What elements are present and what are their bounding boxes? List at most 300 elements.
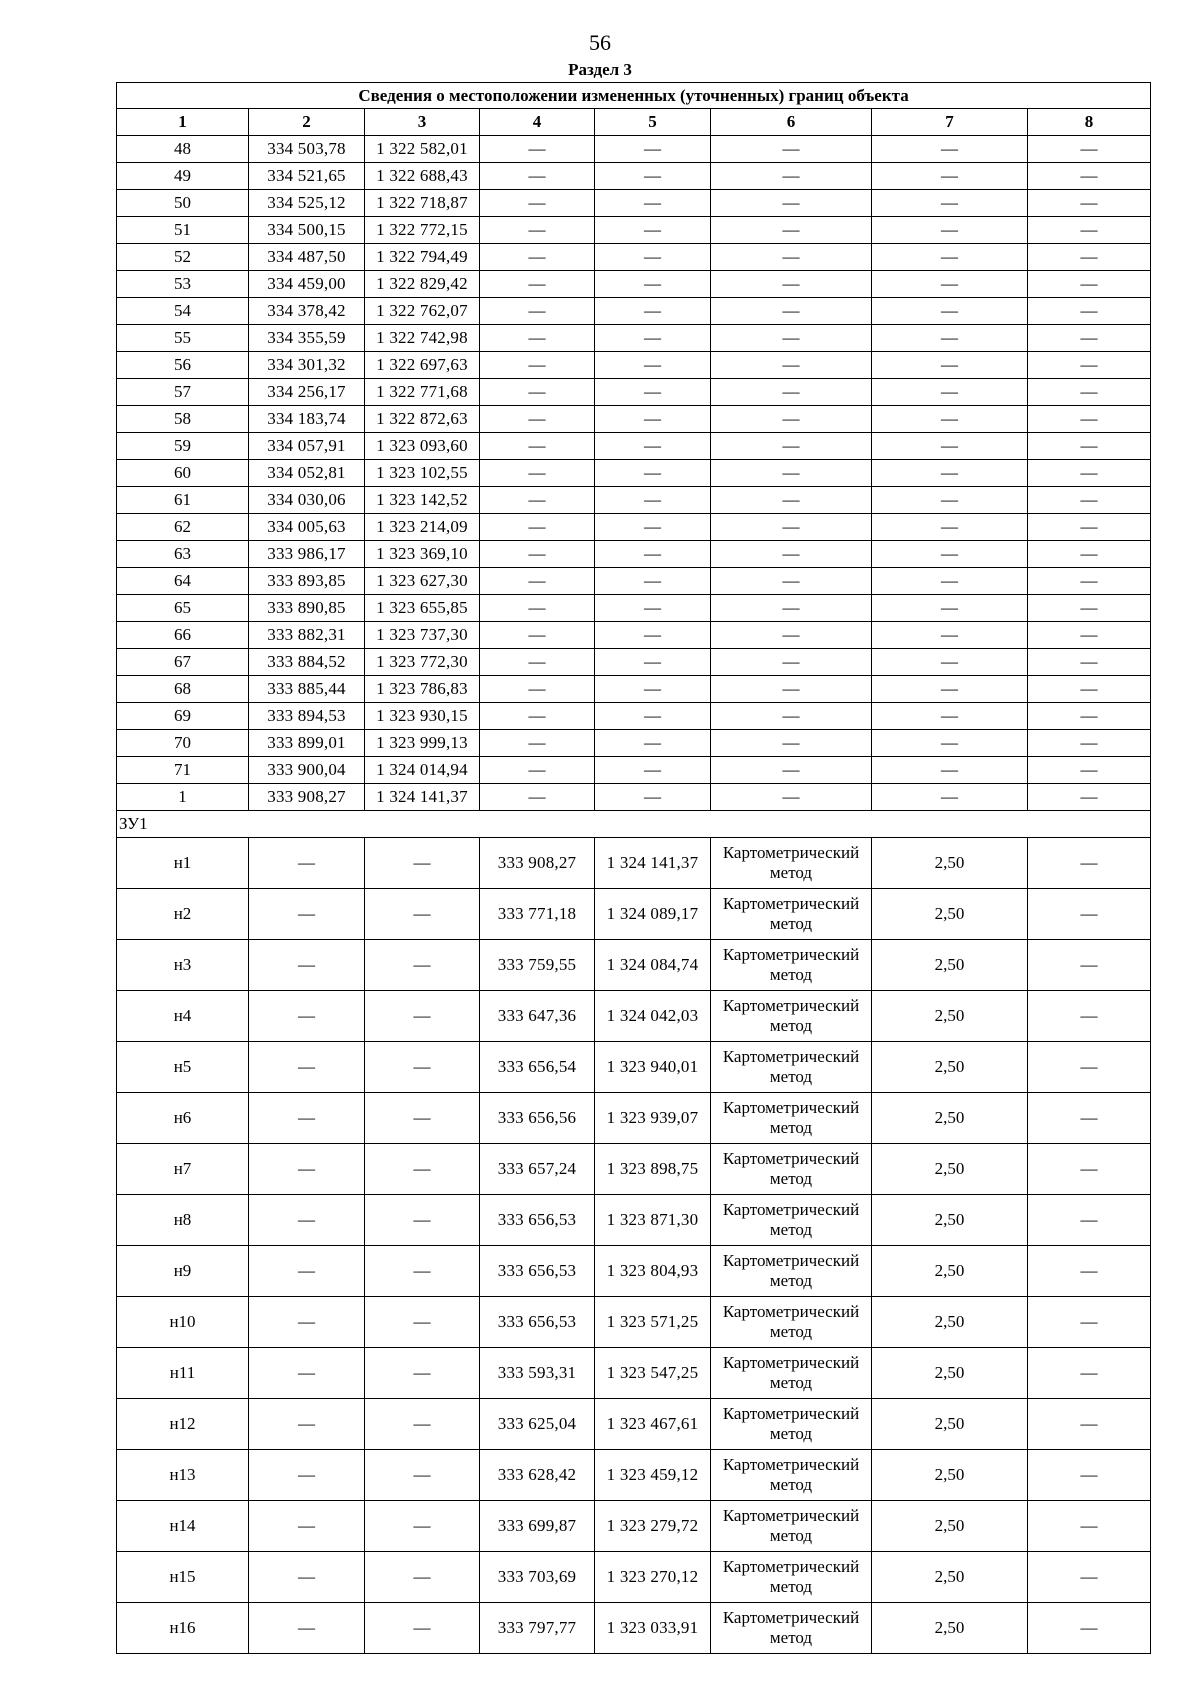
new-x-cell: — [480, 703, 595, 730]
description-cell: — [1028, 1144, 1151, 1195]
description-cell: — [1028, 1450, 1151, 1501]
y-coordinate-cell: 1 323 930,15 [365, 703, 480, 730]
x-coordinate-cell: 334 005,63 [249, 514, 365, 541]
accuracy-cell: — [872, 217, 1028, 244]
x-coordinate-cell: 334 183,74 [249, 406, 365, 433]
y-coordinate-cell: 1 322 582,01 [365, 136, 480, 163]
description-cell: — [1028, 757, 1151, 784]
new-y-cell: 1 324 042,03 [595, 991, 711, 1042]
x-coordinate-cell: 334 487,50 [249, 244, 365, 271]
x-coordinate-cell: — [249, 1450, 365, 1501]
point-number-cell: н6 [117, 1093, 249, 1144]
method-cell: Картометрический метод [711, 1144, 872, 1195]
description-cell: — [1028, 1297, 1151, 1348]
new-y-cell: — [595, 676, 711, 703]
table-row [117, 136, 1151, 163]
new-x-cell: 333 797,77 [480, 1603, 595, 1654]
x-coordinate-cell: 334 500,15 [249, 217, 365, 244]
new-x-cell: — [480, 217, 595, 244]
point-number-cell: 69 [117, 703, 249, 730]
accuracy-cell: — [872, 190, 1028, 217]
y-coordinate-cell: — [365, 1246, 480, 1297]
new-x-cell: 333 908,27 [480, 838, 595, 889]
new-y-cell: 1 323 547,25 [595, 1348, 711, 1399]
x-coordinate-cell: — [249, 1246, 365, 1297]
point-number-cell: н1 [117, 838, 249, 889]
x-coordinate-cell: — [249, 1348, 365, 1399]
point-number-cell: 51 [117, 217, 249, 244]
table-row [117, 1042, 1151, 1093]
column-header: 7 [872, 109, 1028, 136]
accuracy-cell: — [872, 325, 1028, 352]
accuracy-cell: — [872, 271, 1028, 298]
x-coordinate-cell: — [249, 1093, 365, 1144]
new-x-cell: 333 771,18 [480, 889, 595, 940]
description-cell: — [1028, 541, 1151, 568]
y-coordinate-cell: 1 323 369,10 [365, 541, 480, 568]
x-coordinate-cell: 333 908,27 [249, 784, 365, 811]
table-row [117, 757, 1151, 784]
y-coordinate-cell: — [365, 1093, 480, 1144]
table-row [117, 568, 1151, 595]
method-cell: Картометрический метод [711, 1348, 872, 1399]
method-cell: — [711, 676, 872, 703]
description-cell: — [1028, 1042, 1151, 1093]
accuracy-cell: 2,50 [872, 1399, 1028, 1450]
accuracy-cell: — [872, 352, 1028, 379]
method-cell: Картометрический метод [711, 889, 872, 940]
accuracy-cell: — [872, 784, 1028, 811]
table-row [117, 217, 1151, 244]
table-row [117, 595, 1151, 622]
accuracy-cell: — [872, 433, 1028, 460]
new-x-cell: — [480, 487, 595, 514]
accuracy-cell: — [872, 649, 1028, 676]
new-y-cell: — [595, 190, 711, 217]
new-x-cell: — [480, 541, 595, 568]
new-y-cell: — [595, 406, 711, 433]
point-number-cell: 52 [117, 244, 249, 271]
y-coordinate-cell: — [365, 838, 480, 889]
x-coordinate-cell: — [249, 1603, 365, 1654]
method-cell: Картометрический метод [711, 1042, 872, 1093]
new-y-cell: — [595, 136, 711, 163]
accuracy-cell: 2,50 [872, 1195, 1028, 1246]
point-number-cell: н11 [117, 1348, 249, 1399]
y-coordinate-cell: — [365, 1603, 480, 1654]
description-cell: — [1028, 379, 1151, 406]
method-cell: — [711, 244, 872, 271]
point-number-cell: 54 [117, 298, 249, 325]
method-cell: — [711, 271, 872, 298]
new-y-cell: 1 323 571,25 [595, 1297, 711, 1348]
new-y-cell: — [595, 757, 711, 784]
y-coordinate-cell: 1 322 829,42 [365, 271, 480, 298]
new-y-cell: — [595, 163, 711, 190]
accuracy-cell: — [872, 163, 1028, 190]
x-coordinate-cell: — [249, 1501, 365, 1552]
table-row [117, 1348, 1151, 1399]
new-x-cell: 333 703,69 [480, 1552, 595, 1603]
new-x-cell: — [480, 433, 595, 460]
description-cell: — [1028, 595, 1151, 622]
point-number-cell: 61 [117, 487, 249, 514]
accuracy-cell: — [872, 541, 1028, 568]
table-row [117, 1552, 1151, 1603]
point-number-cell: н2 [117, 889, 249, 940]
method-cell: — [711, 379, 872, 406]
description-cell: — [1028, 271, 1151, 298]
new-y-cell: — [595, 703, 711, 730]
x-coordinate-cell: — [249, 1297, 365, 1348]
table-row [117, 433, 1151, 460]
new-x-cell: 333 656,53 [480, 1246, 595, 1297]
table-row [117, 991, 1151, 1042]
accuracy-cell: — [872, 487, 1028, 514]
y-coordinate-cell: 1 322 697,63 [365, 352, 480, 379]
point-number-cell: 67 [117, 649, 249, 676]
y-coordinate-cell: — [365, 1399, 480, 1450]
y-coordinate-cell: 1 322 762,07 [365, 298, 480, 325]
x-coordinate-cell: 334 503,78 [249, 136, 365, 163]
new-y-cell: — [595, 622, 711, 649]
point-number-cell: н9 [117, 1246, 249, 1297]
new-x-cell: — [480, 622, 595, 649]
method-cell: Картометрический метод [711, 1246, 872, 1297]
description-cell: — [1028, 460, 1151, 487]
point-number-cell: 66 [117, 622, 249, 649]
x-coordinate-cell: 334 355,59 [249, 325, 365, 352]
x-coordinate-cell: 333 894,53 [249, 703, 365, 730]
x-coordinate-cell: 334 301,32 [249, 352, 365, 379]
point-number-cell: 48 [117, 136, 249, 163]
y-coordinate-cell: 1 324 014,94 [365, 757, 480, 784]
new-y-cell: — [595, 325, 711, 352]
point-number-cell: 1 [117, 784, 249, 811]
y-coordinate-cell: — [365, 991, 480, 1042]
accuracy-cell: — [872, 676, 1028, 703]
accuracy-cell: 2,50 [872, 1093, 1028, 1144]
new-y-cell: 1 324 084,74 [595, 940, 711, 991]
description-cell: — [1028, 622, 1151, 649]
column-header-row [117, 109, 1151, 136]
description-cell: — [1028, 1399, 1151, 1450]
method-cell: Картометрический метод [711, 1603, 872, 1654]
new-x-cell: — [480, 136, 595, 163]
new-x-cell: — [480, 460, 595, 487]
boundary-coordinates-table [116, 82, 1151, 1654]
description-cell: — [1028, 406, 1151, 433]
new-y-cell: — [595, 514, 711, 541]
method-cell: — [711, 352, 872, 379]
accuracy-cell: 2,50 [872, 1144, 1028, 1195]
table-row [117, 406, 1151, 433]
new-x-cell: — [480, 163, 595, 190]
new-x-cell: — [480, 298, 595, 325]
table-row [117, 889, 1151, 940]
y-coordinate-cell: — [365, 1450, 480, 1501]
new-x-cell: — [480, 595, 595, 622]
point-number-cell: 56 [117, 352, 249, 379]
accuracy-cell: — [872, 298, 1028, 325]
method-cell: Картометрический метод [711, 1195, 872, 1246]
column-header: 4 [480, 109, 595, 136]
point-number-cell: 57 [117, 379, 249, 406]
table-row [117, 940, 1151, 991]
method-cell: Картометрический метод [711, 838, 872, 889]
method-cell: Картометрический метод [711, 991, 872, 1042]
accuracy-cell: 2,50 [872, 1348, 1028, 1399]
method-cell: — [711, 730, 872, 757]
description-cell: — [1028, 730, 1151, 757]
column-header: 1 [117, 109, 249, 136]
new-y-cell: 1 323 033,91 [595, 1603, 711, 1654]
table-row [117, 730, 1151, 757]
description-cell: — [1028, 433, 1151, 460]
x-coordinate-cell: — [249, 889, 365, 940]
method-cell: — [711, 514, 872, 541]
x-coordinate-cell: 334 378,42 [249, 298, 365, 325]
point-number-cell: 60 [117, 460, 249, 487]
description-cell: — [1028, 298, 1151, 325]
table-row [117, 460, 1151, 487]
method-cell: — [711, 217, 872, 244]
new-y-cell: 1 323 939,07 [595, 1093, 711, 1144]
new-x-cell: — [480, 784, 595, 811]
table-row [117, 676, 1151, 703]
new-y-cell: 1 323 898,75 [595, 1144, 711, 1195]
accuracy-cell: — [872, 136, 1028, 163]
point-number-cell: 70 [117, 730, 249, 757]
new-y-cell: — [595, 595, 711, 622]
table-row [117, 379, 1151, 406]
x-coordinate-cell: 334 030,06 [249, 487, 365, 514]
new-x-cell: — [480, 730, 595, 757]
new-y-cell: — [595, 460, 711, 487]
table-row [117, 190, 1151, 217]
accuracy-cell: 2,50 [872, 1552, 1028, 1603]
new-x-cell: 333 657,24 [480, 1144, 595, 1195]
table-row [117, 1501, 1151, 1552]
method-cell: — [711, 568, 872, 595]
description-cell: — [1028, 940, 1151, 991]
method-cell: Картометрический метод [711, 1450, 872, 1501]
y-coordinate-cell: 1 323 737,30 [365, 622, 480, 649]
point-number-cell: н14 [117, 1501, 249, 1552]
table-row [117, 1450, 1151, 1501]
y-coordinate-cell: — [365, 1297, 480, 1348]
x-coordinate-cell: — [249, 1399, 365, 1450]
y-coordinate-cell: — [365, 1552, 480, 1603]
new-x-cell: — [480, 514, 595, 541]
group-label: ЗУ1 [117, 811, 1151, 838]
description-cell: — [1028, 163, 1151, 190]
point-number-cell: 68 [117, 676, 249, 703]
new-x-cell: 333 656,53 [480, 1297, 595, 1348]
x-coordinate-cell: — [249, 1042, 365, 1093]
accuracy-cell: — [872, 757, 1028, 784]
x-coordinate-cell: 334 052,81 [249, 460, 365, 487]
table-row [117, 1603, 1151, 1654]
new-y-cell: — [595, 244, 711, 271]
new-y-cell: — [595, 433, 711, 460]
table-row [117, 703, 1151, 730]
table-row [117, 487, 1151, 514]
method-cell: — [711, 622, 872, 649]
table-row [117, 1195, 1151, 1246]
y-coordinate-cell: — [365, 1348, 480, 1399]
y-coordinate-cell: — [365, 1501, 480, 1552]
new-y-cell: — [595, 541, 711, 568]
new-x-cell: — [480, 676, 595, 703]
new-y-cell: 1 324 141,37 [595, 838, 711, 889]
accuracy-cell: 2,50 [872, 940, 1028, 991]
method-cell: Картометрический метод [711, 1297, 872, 1348]
point-number-cell: н7 [117, 1144, 249, 1195]
y-coordinate-cell: 1 324 141,37 [365, 784, 480, 811]
new-x-cell: 333 699,87 [480, 1501, 595, 1552]
description-cell: — [1028, 1552, 1151, 1603]
new-y-cell: — [595, 217, 711, 244]
y-coordinate-cell: 1 323 142,52 [365, 487, 480, 514]
table-row [117, 1246, 1151, 1297]
description-cell: — [1028, 244, 1151, 271]
new-x-cell: — [480, 568, 595, 595]
accuracy-cell: 2,50 [872, 889, 1028, 940]
new-y-cell: — [595, 649, 711, 676]
description-cell: — [1028, 568, 1151, 595]
table-row [117, 784, 1151, 811]
point-number-cell: 62 [117, 514, 249, 541]
table-row [117, 1399, 1151, 1450]
method-cell: — [711, 163, 872, 190]
point-number-cell: 55 [117, 325, 249, 352]
method-cell: — [711, 190, 872, 217]
y-coordinate-cell: 1 322 772,15 [365, 217, 480, 244]
description-cell: — [1028, 889, 1151, 940]
description-cell: — [1028, 703, 1151, 730]
point-number-cell: 50 [117, 190, 249, 217]
method-cell: — [711, 757, 872, 784]
point-number-cell: 71 [117, 757, 249, 784]
x-coordinate-cell: — [249, 991, 365, 1042]
new-x-cell: 333 656,53 [480, 1195, 595, 1246]
description-cell: — [1028, 1603, 1151, 1654]
method-cell: — [711, 595, 872, 622]
y-coordinate-cell: 1 323 772,30 [365, 649, 480, 676]
accuracy-cell: — [872, 595, 1028, 622]
point-number-cell: 58 [117, 406, 249, 433]
accuracy-cell: 2,50 [872, 1297, 1028, 1348]
method-cell: — [711, 406, 872, 433]
accuracy-cell: — [872, 379, 1028, 406]
description-cell: — [1028, 1195, 1151, 1246]
x-coordinate-cell: 333 899,01 [249, 730, 365, 757]
new-x-cell: 333 593,31 [480, 1348, 595, 1399]
y-coordinate-cell: 1 323 627,30 [365, 568, 480, 595]
y-coordinate-cell: — [365, 1042, 480, 1093]
description-cell: — [1028, 352, 1151, 379]
x-coordinate-cell: 333 986,17 [249, 541, 365, 568]
table-row [117, 541, 1151, 568]
x-coordinate-cell: — [249, 1552, 365, 1603]
point-number-cell: н16 [117, 1603, 249, 1654]
x-coordinate-cell: — [249, 1144, 365, 1195]
x-coordinate-cell: 334 521,65 [249, 163, 365, 190]
point-number-cell: н13 [117, 1450, 249, 1501]
description-cell: — [1028, 487, 1151, 514]
new-x-cell: 333 759,55 [480, 940, 595, 991]
accuracy-cell: — [872, 622, 1028, 649]
point-number-cell: н8 [117, 1195, 249, 1246]
method-cell: — [711, 136, 872, 163]
description-cell: — [1028, 190, 1151, 217]
method-cell: — [711, 703, 872, 730]
table-row [117, 622, 1151, 649]
new-x-cell: — [480, 244, 595, 271]
accuracy-cell: 2,50 [872, 1501, 1028, 1552]
x-coordinate-cell: 333 890,85 [249, 595, 365, 622]
method-cell: — [711, 298, 872, 325]
table-row [117, 244, 1151, 271]
method-cell: Картометрический метод [711, 1399, 872, 1450]
new-y-cell: — [595, 352, 711, 379]
y-coordinate-cell: 1 322 688,43 [365, 163, 480, 190]
method-cell: — [711, 460, 872, 487]
x-coordinate-cell: 333 900,04 [249, 757, 365, 784]
point-number-cell: 59 [117, 433, 249, 460]
new-x-cell: 333 656,56 [480, 1093, 595, 1144]
new-y-cell: — [595, 298, 711, 325]
y-coordinate-cell: 1 323 786,83 [365, 676, 480, 703]
table-row [117, 838, 1151, 889]
point-number-cell: н5 [117, 1042, 249, 1093]
method-cell: — [711, 325, 872, 352]
y-coordinate-cell: 1 323 102,55 [365, 460, 480, 487]
table-row [117, 352, 1151, 379]
accuracy-cell: 2,50 [872, 991, 1028, 1042]
page-number: 56 [589, 30, 611, 55]
method-cell: Картометрический метод [711, 1093, 872, 1144]
column-header: 5 [595, 109, 711, 136]
accuracy-cell: — [872, 730, 1028, 757]
method-cell: Картометрический метод [711, 1501, 872, 1552]
x-coordinate-cell: 333 885,44 [249, 676, 365, 703]
new-y-cell: 1 324 089,17 [595, 889, 711, 940]
accuracy-cell: 2,50 [872, 1042, 1028, 1093]
new-y-cell: 1 323 270,12 [595, 1552, 711, 1603]
y-coordinate-cell: 1 322 794,49 [365, 244, 480, 271]
accuracy-cell: — [872, 460, 1028, 487]
description-cell: — [1028, 1246, 1151, 1297]
new-y-cell: 1 323 940,01 [595, 1042, 711, 1093]
y-coordinate-cell: — [365, 940, 480, 991]
new-x-cell: — [480, 406, 595, 433]
new-x-cell: — [480, 271, 595, 298]
table-row [117, 298, 1151, 325]
new-y-cell: 1 323 804,93 [595, 1246, 711, 1297]
new-x-cell: — [480, 649, 595, 676]
new-y-cell: 1 323 459,12 [595, 1450, 711, 1501]
y-coordinate-cell: 1 323 214,09 [365, 514, 480, 541]
x-coordinate-cell: 333 882,31 [249, 622, 365, 649]
new-x-cell: — [480, 757, 595, 784]
description-cell: — [1028, 676, 1151, 703]
point-number-cell: н10 [117, 1297, 249, 1348]
point-number-cell: 49 [117, 163, 249, 190]
method-cell: — [711, 433, 872, 460]
x-coordinate-cell: 334 256,17 [249, 379, 365, 406]
